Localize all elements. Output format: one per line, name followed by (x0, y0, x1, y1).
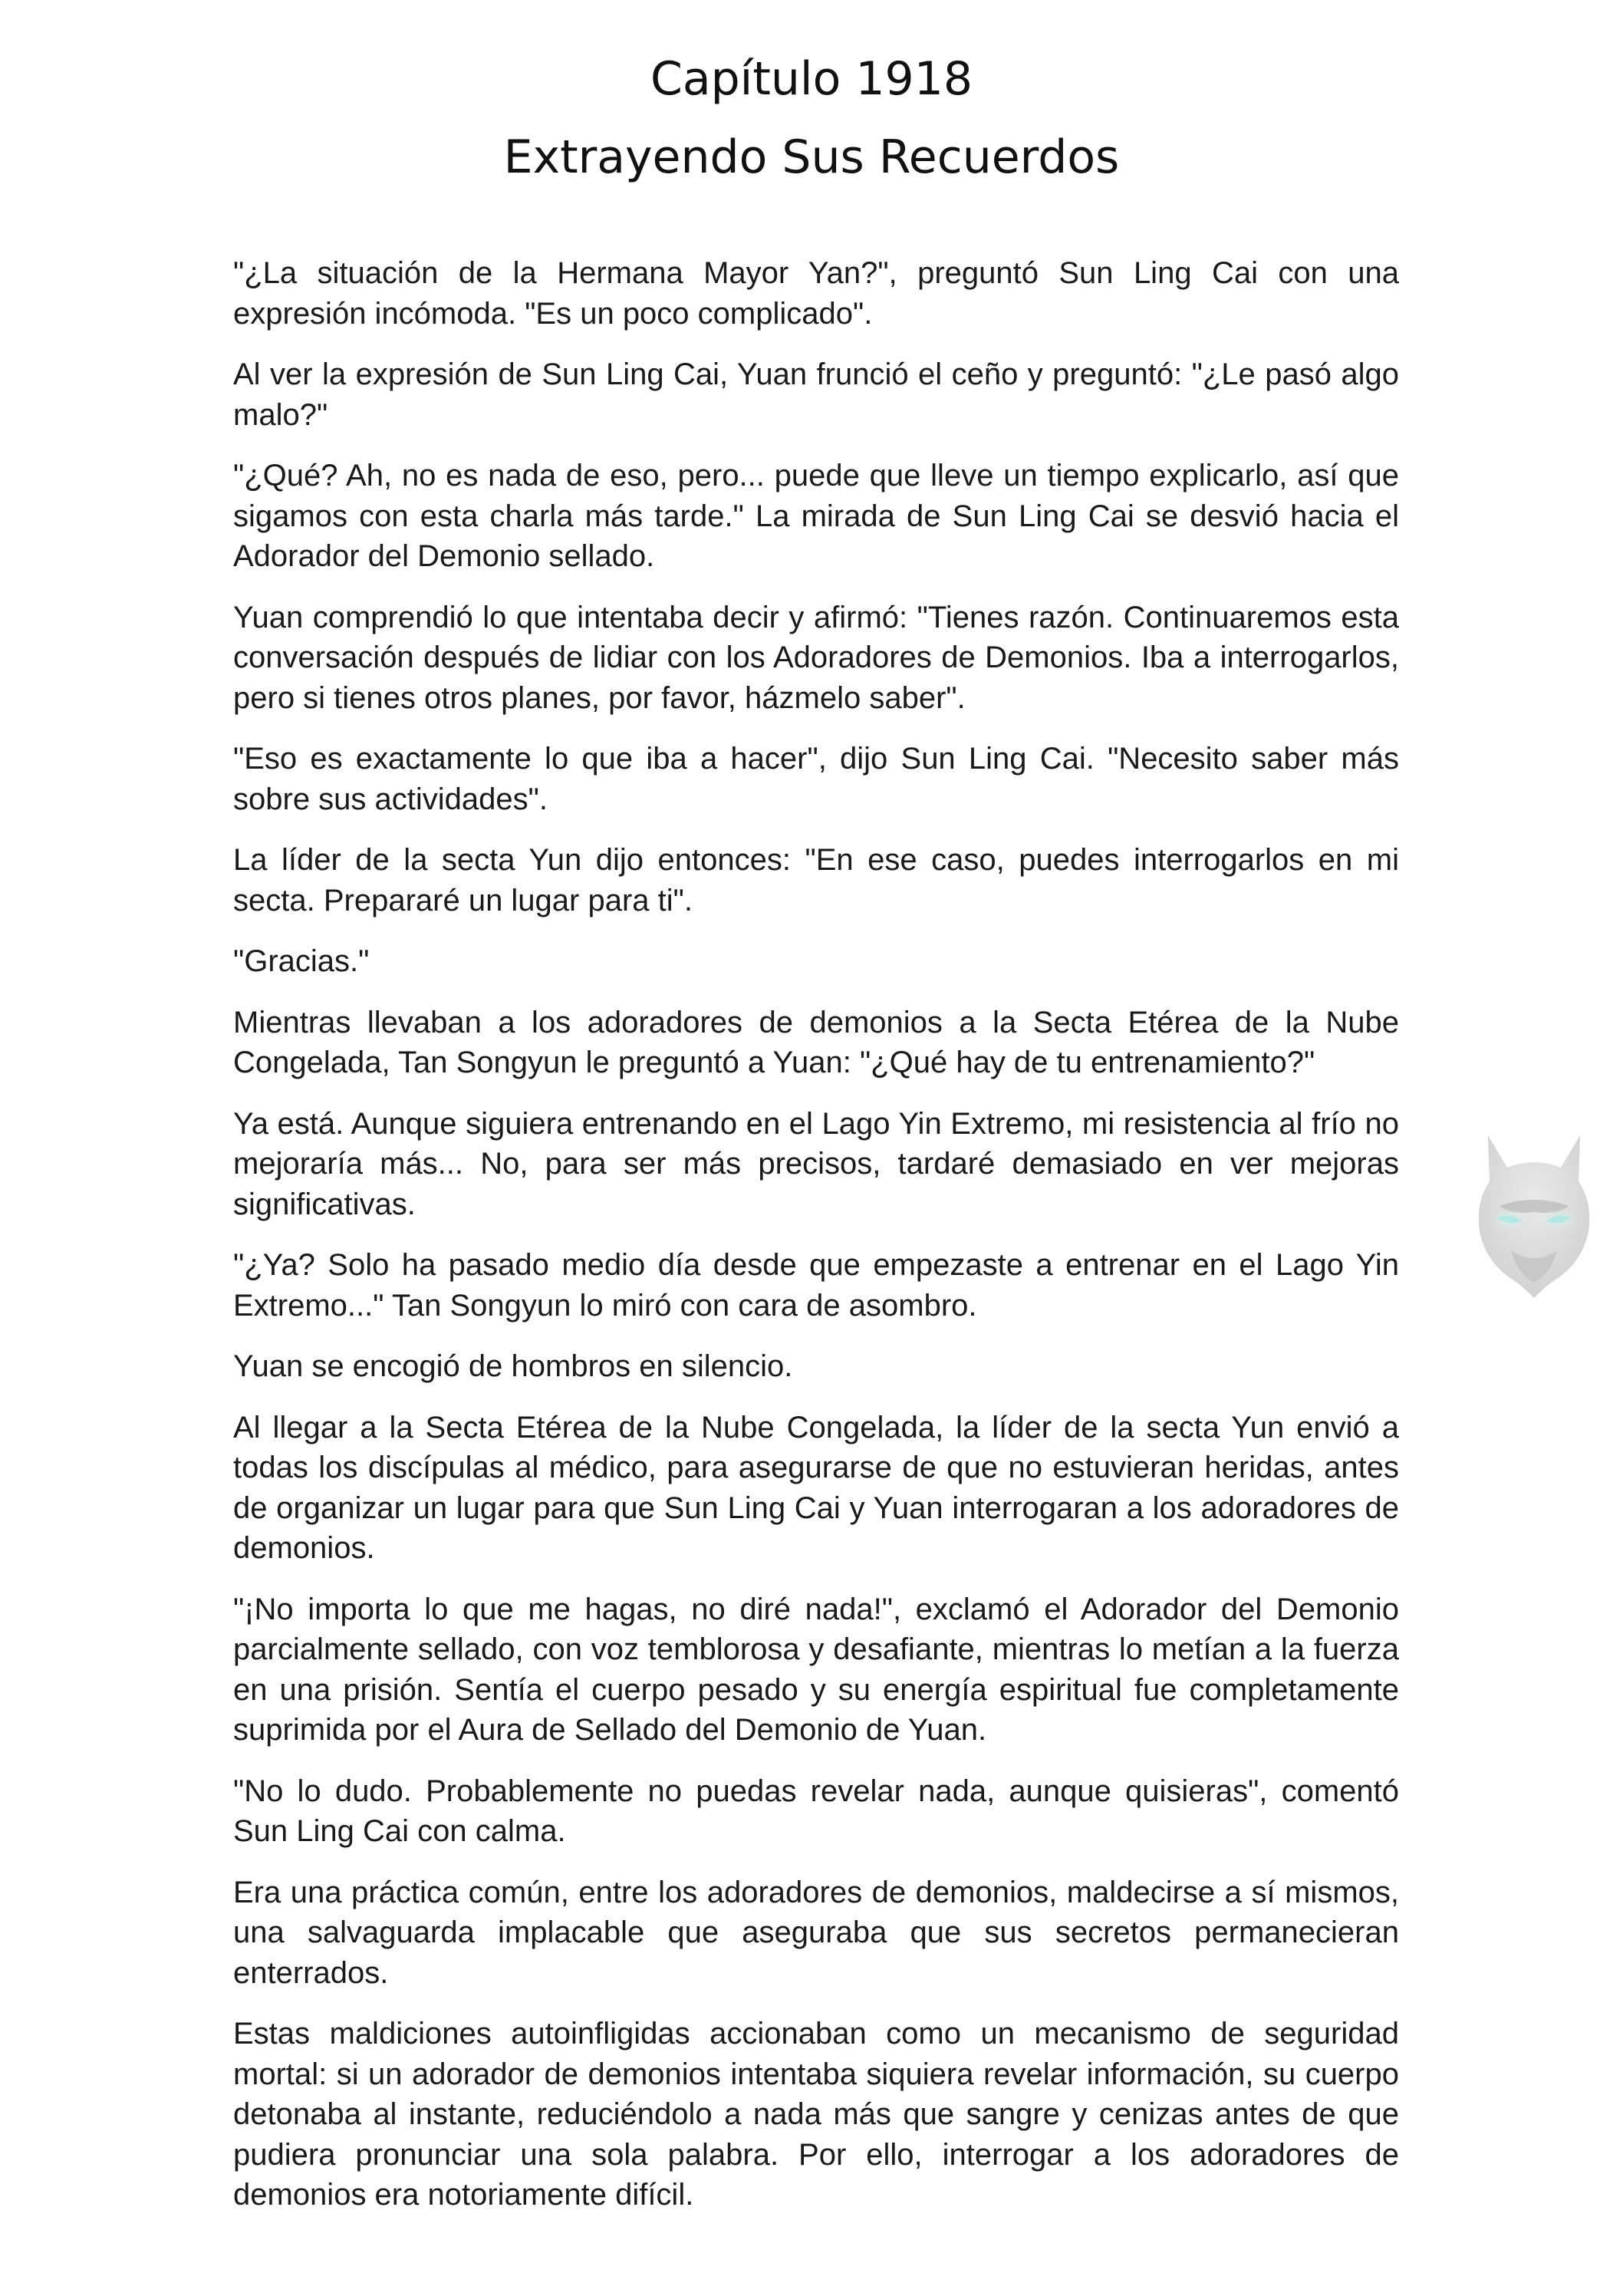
paragraph: Yuan comprendió lo que intentaba decir y afirmó: "Tienes razón. Continuaremos esta conversación después de lidiar con los Adoradores de Demonios. Iba a interrogarlos, pero si tienes otros planes, por favor, házmelo saber". (233, 600, 1399, 715)
paragraph: "No lo dudo. Probablemente no puedas revelar nada, aunque quisieras", comentó Sun Ling Cai con calma. (233, 1774, 1399, 1848)
paragraph: Yuan se encogió de hombros en silencio. (233, 1349, 793, 1383)
chapter-body (233, 253, 1399, 2236)
paragraph: "¿Ya? Solo ha pasado medio día desde que empezaste a entrenar en el Lago Yin Extremo..." Tan Songyun lo miró con cara de asombro. (233, 1248, 1399, 1323)
paragraph: "Gracias." (233, 944, 370, 978)
chapter-heading (0, 40, 1623, 196)
paragraph: "¿La situación de la Hermana Mayor Yan?", preguntó Sun Ling Cai con una expresión incómoda. "Es un poco complicado". (233, 256, 1399, 331)
paragraph: Ya está. Aunque siguiera entrenando en el Lago Yin Extremo, mi resistencia al frío no mejoraría más... No, para ser más precisos, tardaré demasiado en ver mejoras significativas. (233, 1106, 1399, 1221)
paragraph: "¿Qué? Ah, no es nada de eso, pero... puede que lleve un tiempo explicarlo, así que sigamos con esta charla más tarde." La mirada de Sun Ling Cai se desvió hacia el Adorador del Demonio sellado. (233, 459, 1399, 573)
paragraph: Estas maldiciones autoinfligidas accionaban como un mecanismo de seguridad mortal: si un adorador de demonios intentaba siquiera revelar información, su cuerpo detonaba al instante, reduciéndolo a nada más que sangre y cenizas antes de que pudiera pronunciar una sola palabra. Por ello, interrogar a los adoradores de demonios era notoriamente difícil. (233, 2017, 1399, 2212)
paragraph: La líder de la secta Yun dijo entonces: "En ese caso, puedes interrogarlos en mi secta. Prepararé un lugar para ti". (233, 843, 1399, 917)
chapter-title: Extrayendo Sus Recuerdos (503, 130, 1120, 184)
paragraph: "¡No importa lo que me hagas, no diré nada!", exclamó el Adorador del Demonio parcialmente sellado, con voz temblorosa y desafiante, mientras lo metían a la fuerza en una prisión. Sentía el cuerpo pesado y su energía espiritual fue completamente suprimida por el Aura de Sellado del Demonio de Yuan. (233, 1592, 1399, 1747)
paragraph: Al llegar a la Secta Etérea de la Nube Congelada, la líder de la secta Yun envió a todas los discípulas al médico, para asegurarse de que no estuvieran heridas, antes de organizar un lugar para que Sun Ling Cai y Yuan interrogaran a los adoradores de demonios. (233, 1410, 1399, 1565)
paragraph: Era una práctica común, entre los adoradores de demonios, maldecirse a sí mismos, una salvaguarda implacable que aseguraba que sus secretos permanecieran enterrados. (233, 1875, 1399, 1990)
paragraph: Al ver la expresión de Sun Ling Cai, Yuan frunció el ceño y preguntó: "¿Le pasó algo malo?" (233, 357, 1399, 432)
paragraph: Mientras llevaban a los adoradores de demonios a la Secta Etérea de la Nube Congelada, Tan Songyun le preguntó a Yuan: "¿Qué hay de tu entrenamiento?" (233, 1005, 1399, 1079)
demon-head-logo-icon (1465, 1120, 1603, 1304)
chapter-number: Capítulo 1918 (650, 52, 973, 106)
paragraph: "Eso es exactamente lo que iba a hacer", dijo Sun Ling Cai. "Necesito saber más sobre sus actividades". (233, 742, 1399, 816)
